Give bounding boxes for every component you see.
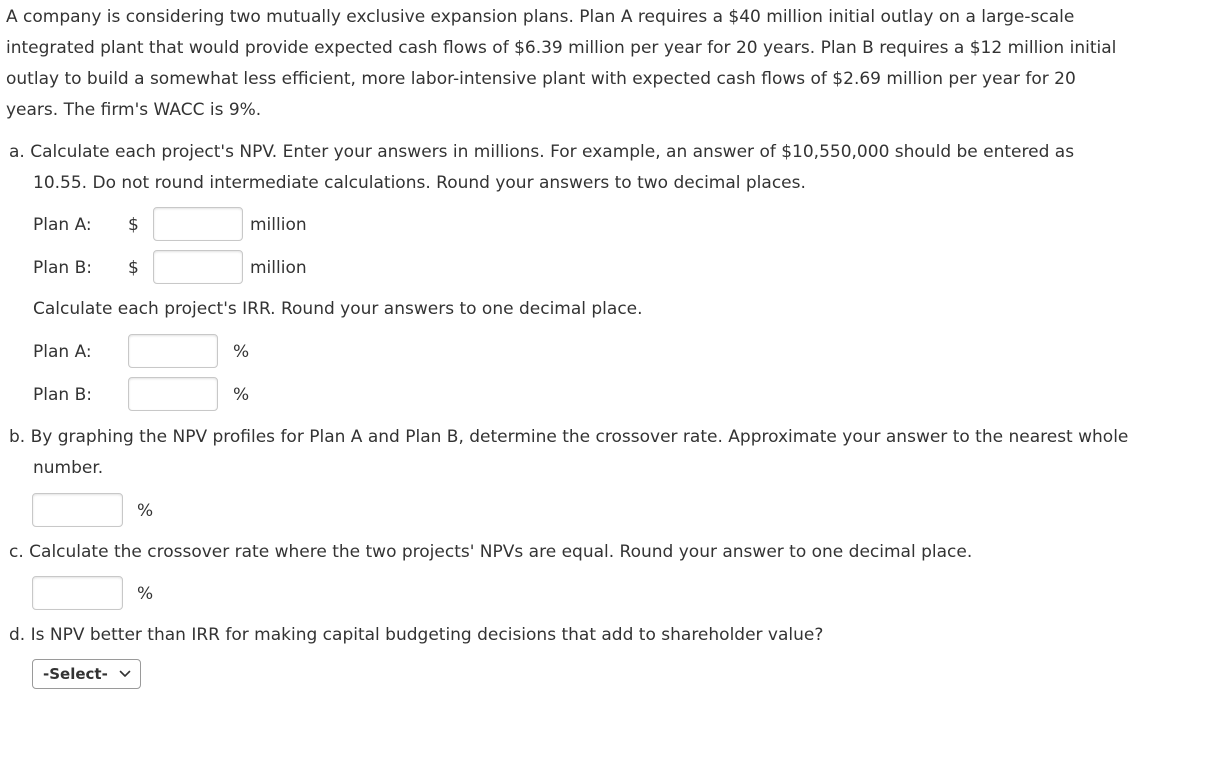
intro-line-3: outlay to build a somewhat less efficient, more labor-intensive plant with expected cash flows of $2.69 million per year for 20 bbox=[6, 69, 1076, 89]
npv-vs-irr-select[interactable] bbox=[32, 659, 141, 689]
intro-line-1: A company is considering two mutually exclusive expansion plans. Plan A requires a $40 million initial outlay on a large-scale bbox=[6, 7, 1075, 27]
part-d-prompt: d. Is NPV better than IRR for making capital budgeting decisions that add to shareholder value? bbox=[9, 625, 824, 645]
intro-line-2: integrated plant that would provide expected cash flows of $6.39 million per year for 20 years. Plan B requires a $12 million initial bbox=[6, 38, 1117, 58]
npv-plan-b-currency: $ bbox=[128, 258, 139, 278]
select-value: -Select- bbox=[43, 665, 108, 683]
npv-plan-a-label: Plan A: bbox=[33, 215, 92, 235]
npv-plan-b-label: Plan B: bbox=[33, 258, 92, 278]
irr-plan-a-label: Plan A: bbox=[33, 342, 92, 362]
part-c-prompt: c. Calculate the crossover rate where the two projects' NPVs are equal. Round your answer to one decimal place. bbox=[9, 542, 973, 562]
npv-plan-b-input[interactable] bbox=[153, 250, 243, 284]
part-a-prompt-line-2: 10.55. Do not round intermediate calculations. Round your answers to two decimal places. bbox=[33, 173, 806, 193]
irr-plan-b-label: Plan B: bbox=[33, 385, 92, 405]
crossover-rate-input[interactable] bbox=[32, 576, 123, 610]
irr-plan-b-unit: % bbox=[233, 385, 250, 405]
irr-prompt: Calculate each project's IRR. Round your answers to one decimal place. bbox=[33, 299, 643, 319]
npv-plan-a-unit: million bbox=[250, 215, 307, 235]
crossover-estimate-input[interactable] bbox=[32, 493, 123, 527]
part-b-prompt-line-1: b. By graphing the NPV profiles for Plan A and Plan B, determine the crossover rate. Approximate your answer to the nearest whole bbox=[9, 427, 1129, 447]
irr-plan-b-input[interactable] bbox=[128, 377, 218, 411]
npv-plan-a-input[interactable] bbox=[153, 207, 243, 241]
part-b-prompt-line-2: number. bbox=[33, 458, 104, 478]
part-a-prompt-line-1: a. Calculate each project's NPV. Enter your answers in millions. For example, an answer of $10,550,000 should be entered as bbox=[9, 142, 1075, 162]
chevron-down-icon bbox=[119, 668, 131, 680]
crossover-estimate-unit: % bbox=[137, 501, 154, 521]
irr-plan-a-input[interactable] bbox=[128, 334, 218, 368]
crossover-rate-unit: % bbox=[137, 584, 154, 604]
npv-plan-a-currency: $ bbox=[128, 215, 139, 235]
intro-line-4: years. The firm's WACC is 9%. bbox=[6, 100, 262, 120]
irr-plan-a-unit: % bbox=[233, 342, 250, 362]
npv-plan-b-unit: million bbox=[250, 258, 307, 278]
